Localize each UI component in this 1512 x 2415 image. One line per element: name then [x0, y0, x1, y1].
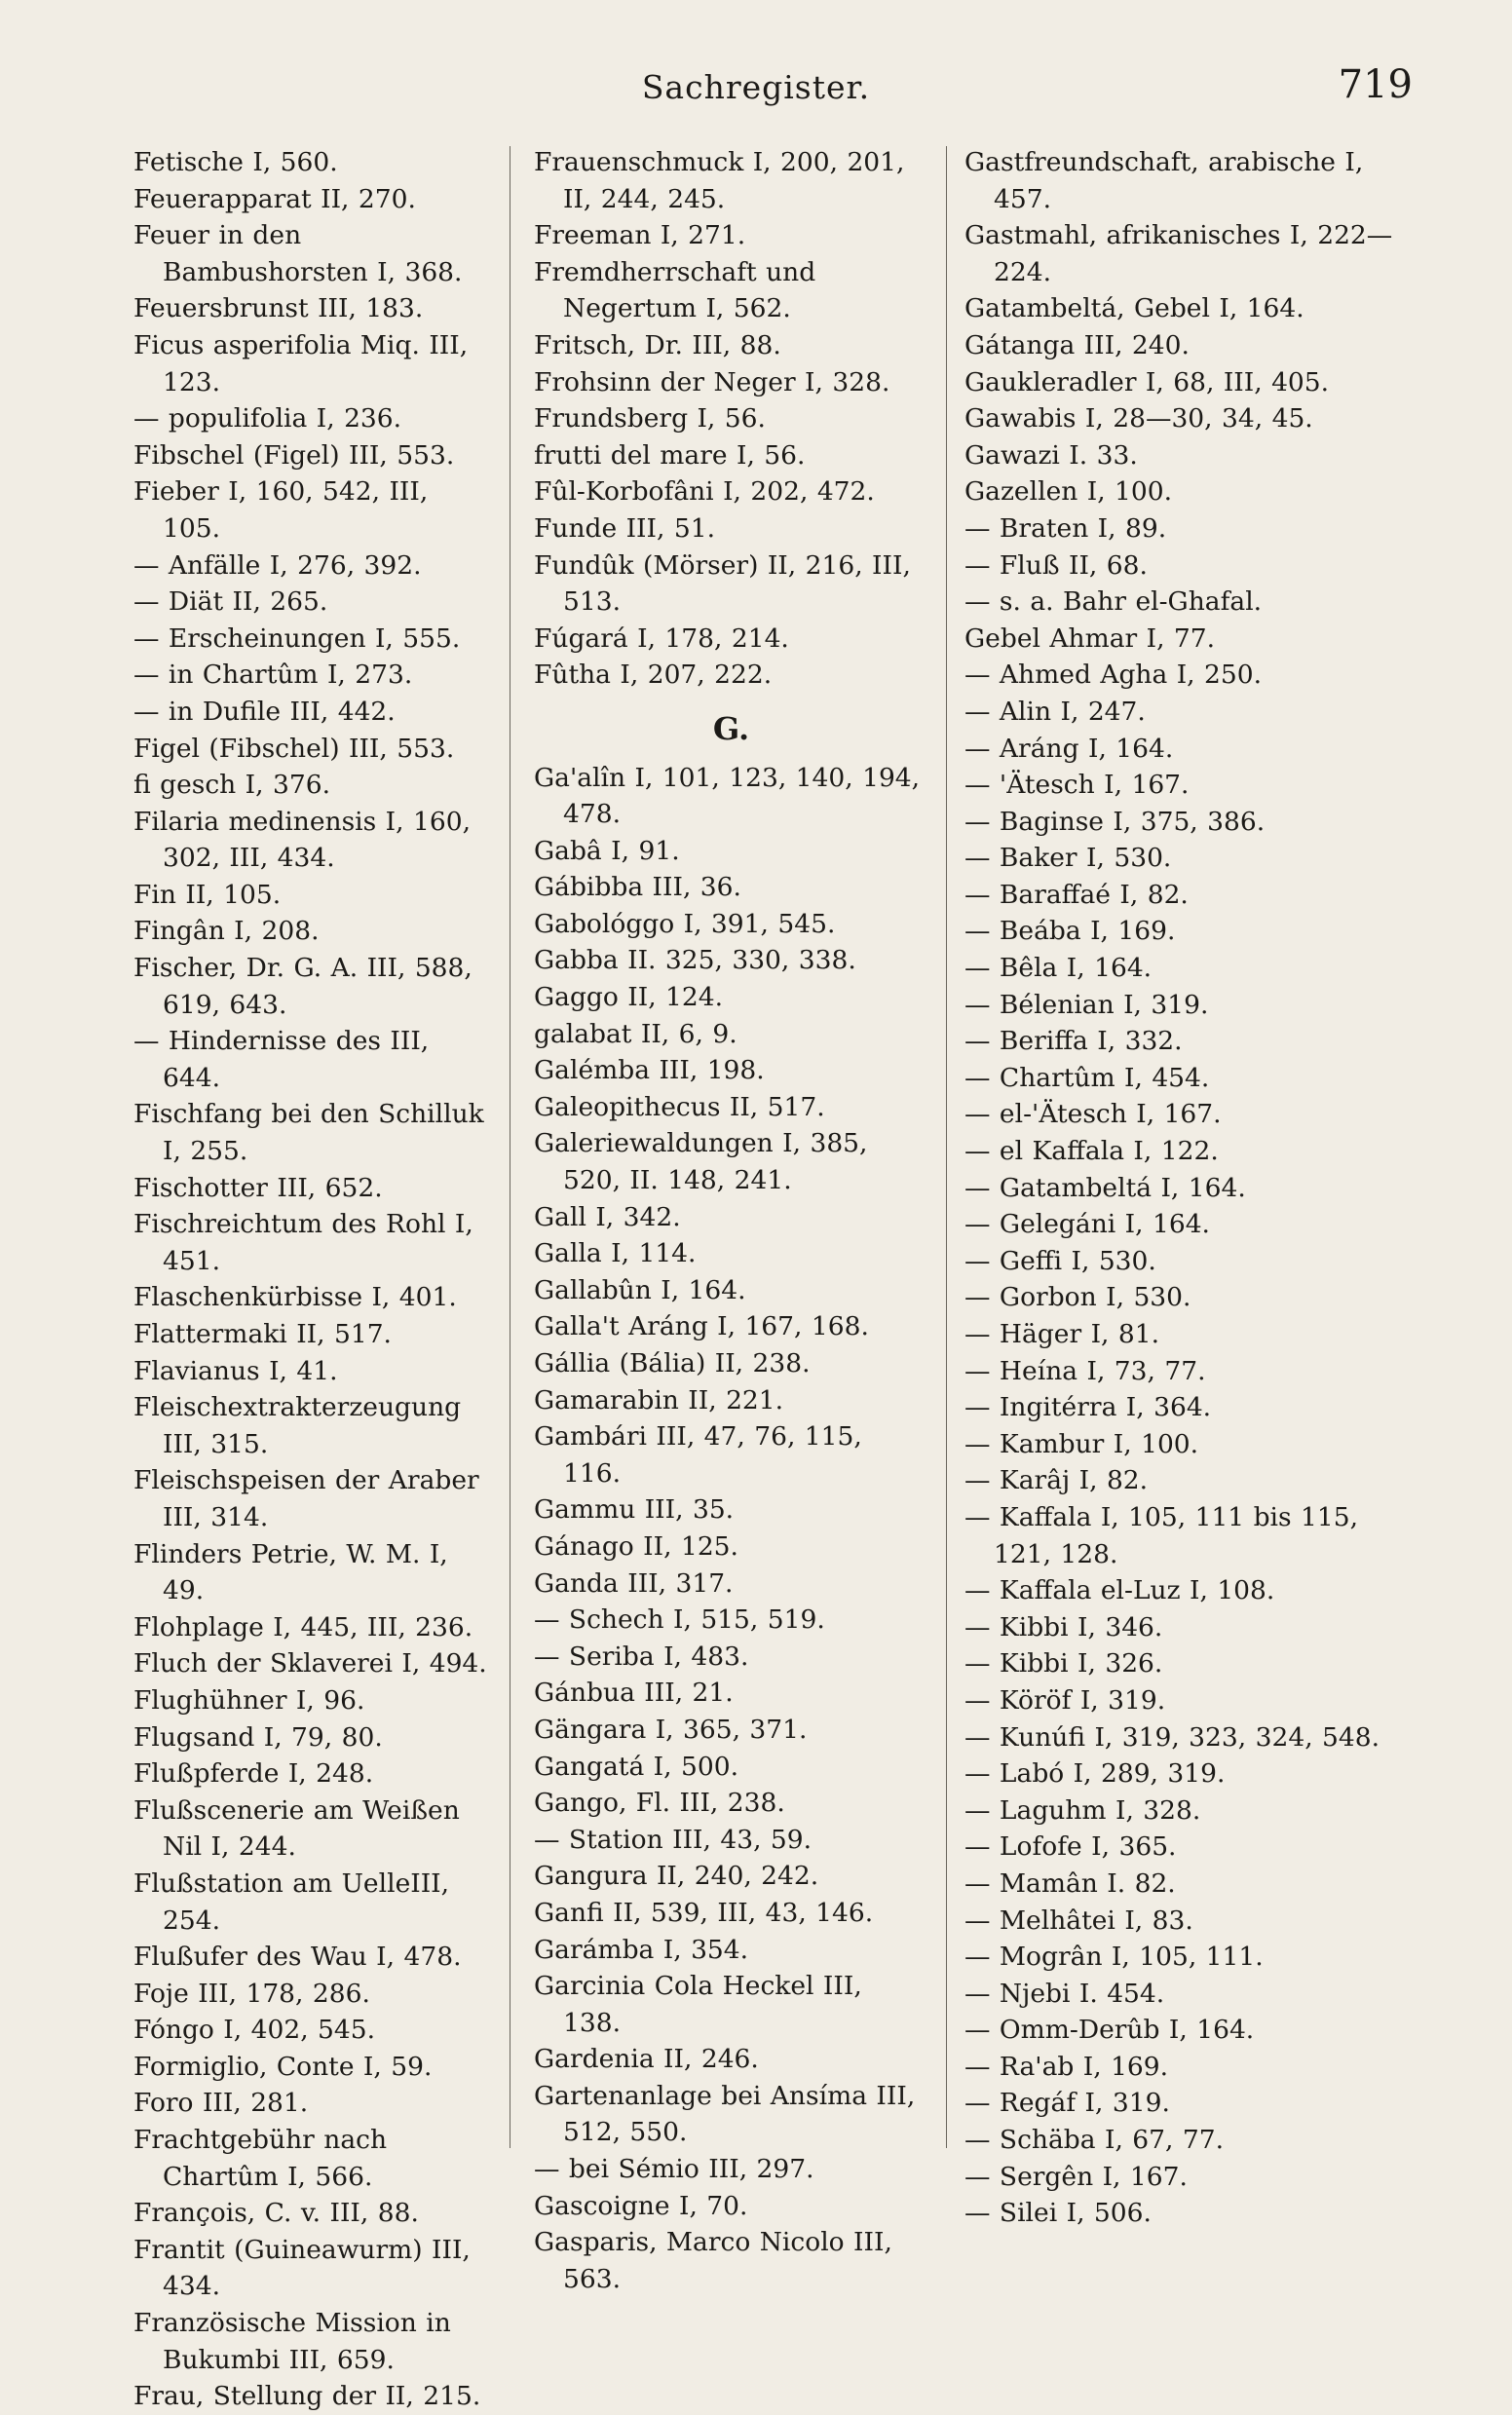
index-entry: Fingân I, 208. — [133, 916, 320, 947]
index-entry: Flughühner I, 96. — [133, 1684, 365, 1716]
index-entry: — Silei I, 506. — [964, 2198, 1152, 2229]
index-entry: Freeman I, 271. — [534, 220, 746, 251]
page-header — [0, 60, 1512, 119]
index-entry: Gatambeltá, Gebel I, 164. — [964, 293, 1304, 324]
index-entry: — Baker I, 530. — [964, 843, 1172, 874]
index-entry: Fóngo I, 402, 545. — [133, 2015, 376, 2046]
index-entry: Flinders Petrie, W. M. I, 49. — [133, 1538, 448, 1606]
index-entry: Gánago II, 125. — [534, 1530, 738, 1562]
index-entry: Fluch der Sklaverei I, 494. — [133, 1648, 487, 1679]
index-entry: Flaschenkürbisse I, 401. — [133, 1282, 457, 1313]
index-entry: Ganfi II, 539, III, 43, 146. — [534, 1897, 874, 1928]
index-entry: Ficus asperifolia Miq. III, 123. — [133, 329, 469, 397]
index-entry: — Anfälle I, 276, 392. — [133, 549, 422, 581]
index-entry: — Alin I, 247. — [964, 696, 1146, 727]
index-entry: — Laguhm I, 328. — [964, 1794, 1201, 1826]
index-entry: Foro III, 281. — [133, 2088, 309, 2119]
index-entry: — Ahmed Agha I, 250. — [964, 660, 1263, 691]
index-entry: Frohsinn der Neger I, 328. — [534, 366, 890, 397]
index-entry: Gardenia II, 246. — [534, 2044, 759, 2075]
index-entry: — el Kaffala I, 122. — [964, 1136, 1219, 1167]
index-entry: Flußufer des Wau I, 478. — [133, 1942, 462, 1973]
index-entry: Gasparis, Marco Nicolo III, 563. — [534, 2227, 892, 2294]
index-column-3 — [964, 144, 1403, 2232]
index-entry: — Gelegáni I, 164. — [964, 1209, 1210, 1240]
index-entry: Fischer, Dr. G. A. III, 588, 619, 643. — [133, 953, 472, 1020]
index-entry: — Melhâtei I, 83. — [964, 1905, 1193, 1936]
index-entry: — Beriffa I, 332. — [964, 1026, 1183, 1057]
index-entry: — Geffi I, 530. — [964, 1245, 1156, 1276]
index-entry: Frundsberg I, 56. — [534, 403, 766, 434]
index-entry: — bei Sémio III, 297. — [534, 2154, 814, 2185]
index-entry: Gammu III, 35. — [534, 1494, 735, 1526]
index-entry: — Labó I, 289, 319. — [964, 1758, 1226, 1790]
index-entry: Frauenschmuck I, 200, 201, II, 244, 245. — [534, 147, 905, 214]
index-entry: — Erscheinungen I, 555. — [133, 623, 461, 654]
index-entry: Gebel Ahmar I, 77. — [964, 623, 1216, 654]
index-entry: — Lofofe I, 365. — [964, 1831, 1177, 1863]
index-entry: — Mogrân I, 105, 111. — [964, 1942, 1264, 1973]
index-entry: — Chartûm I, 454. — [964, 1062, 1210, 1093]
index-entry: — Aráng I, 164. — [964, 733, 1174, 764]
index-entry: Gátanga III, 240. — [964, 329, 1190, 360]
index-entry: — populifolia I, 236. — [133, 403, 402, 434]
index-entry: — Regáf I, 319. — [964, 2088, 1170, 2119]
index-entry: Französische Mission in Bukumbi III, 659. — [133, 2308, 451, 2375]
index-entry: Formiglio, Conte I, 59. — [133, 2051, 433, 2082]
index-entry: Funde III, 51. — [534, 512, 715, 544]
index-entry: Fúgará I, 178, 214. — [534, 623, 789, 654]
index-entry: Gängara I, 365, 371. — [534, 1714, 808, 1745]
index-entry: — s. a. Bahr el-Ghafal. — [964, 586, 1263, 618]
index-entry: Fischfang bei den Schilluk I, 255. — [133, 1099, 484, 1167]
index-entry: Gartenanlage bei Ansíma III, 512, 550. — [534, 2080, 916, 2148]
index-entry: — Schech I, 515, 519. — [534, 1604, 825, 1636]
index-entry: Galla I, 114. — [534, 1238, 697, 1269]
index-entry: Figel (Fibschel) III, 553. — [133, 733, 455, 764]
index-entry: Flavianus I, 41. — [133, 1355, 338, 1386]
index-entry: Flußstation am UelleIII, 254. — [133, 1868, 450, 1936]
index-entry: frutti del mare I, 56. — [534, 439, 806, 471]
index-entry: Frau, Stellung der II, 215. — [133, 2381, 481, 2412]
index-entry: Fûl-Korbofâni I, 202, 472. — [534, 476, 875, 508]
index-entry: — Gorbon I, 530. — [964, 1282, 1191, 1313]
index-entry: — in Dufile III, 442. — [133, 696, 396, 727]
index-entry: Fischotter III, 652. — [133, 1172, 383, 1203]
index-column-1 — [133, 144, 489, 2415]
index-entry: — Bélenian I, 319. — [964, 989, 1209, 1020]
index-entry: Gall I, 342. — [534, 1201, 681, 1232]
index-entry: — Heína I, 73, 77. — [964, 1355, 1206, 1386]
index-entry: Fleischspeisen der Araber III, 314. — [133, 1465, 479, 1532]
index-entry: — Ra'ab I, 169. — [964, 2051, 1169, 2082]
index-entry: Ga'alîn I, 101, 123, 140, 194, 478. — [534, 762, 921, 830]
index-entry: Fûtha I, 207, 222. — [534, 660, 773, 691]
index-entry: — in Chartûm I, 273. — [133, 660, 413, 691]
index-entry: — Station III, 43, 59. — [534, 1824, 813, 1855]
index-entry: — Schäba I, 67, 77. — [964, 2125, 1224, 2156]
index-entry: — Kibbi I, 346. — [964, 1611, 1163, 1642]
index-entry: Galémba III, 198. — [534, 1055, 765, 1086]
index-entry: — Hindernisse des III, 644. — [133, 1026, 430, 1093]
index-entry: Foje III, 178, 286. — [133, 1978, 370, 2009]
index-entry: Fremdherrschaft und Negertum I, 562. — [534, 256, 816, 324]
index-entry: Gawazi I. 33. — [964, 439, 1138, 471]
index-entry: — Kaffala I, 105, 111 bis 115, 121, 128. — [964, 1501, 1359, 1569]
index-entry: Fin II, 105. — [133, 879, 282, 910]
index-entry: — Köröf I, 319. — [964, 1684, 1166, 1716]
index-entry: Gangura II, 240, 242. — [534, 1861, 819, 1892]
index-entry: — Kaffala el-Luz I, 108. — [964, 1575, 1275, 1606]
index-entry: Gastfreundschaft, arabische I, 457. — [964, 147, 1364, 214]
index-entry: Gabâ I, 91. — [534, 835, 680, 866]
index-entry: Gaggo II, 124. — [534, 982, 724, 1013]
index-entry: — Beába I, 169. — [964, 916, 1176, 947]
index-entry: Gambári III, 47, 76, 115, 116. — [534, 1421, 862, 1489]
index-entry: Gango, Fl. III, 238. — [534, 1788, 785, 1819]
index-entry: galabat II, 6, 9. — [534, 1018, 737, 1049]
index-entry: François, C. v. III, 88. — [133, 2198, 419, 2229]
index-entry: Fleischextrakterzeugung III, 315. — [133, 1392, 462, 1459]
index-entry: Gawabis I, 28—30, 34, 45. — [964, 403, 1313, 434]
index-entry: Garámba I, 354. — [534, 1934, 749, 1965]
index-entry: — Seriba I, 483. — [534, 1641, 749, 1672]
index-entry: Gábibba III, 36. — [534, 872, 741, 903]
index-entry: Galeriewaldungen I, 385, 520, II. 148, 241. — [534, 1128, 868, 1196]
column-divider — [946, 146, 947, 2148]
index-entry: — Häger I, 81. — [964, 1319, 1160, 1349]
index-entry: Ganda III, 317. — [534, 1567, 734, 1599]
index-entry: Flugsand I, 79, 80. — [133, 1721, 383, 1753]
index-entry: Flohplage I, 445, III, 236. — [133, 1611, 473, 1642]
index-entry: Gállia (Bália) II, 238. — [534, 1348, 811, 1378]
section-letter: G. — [712, 709, 750, 747]
index-entry: Feuer in den Bambushorsten I, 368. — [133, 220, 463, 287]
index-column-2 — [534, 144, 928, 2297]
index-entry: Fieber I, 160, 542, III, 105. — [133, 476, 429, 544]
index-entry: Gastmahl, afrikanisches I, 222—224. — [964, 220, 1393, 287]
index-entry: Gallabûn I, 164. — [534, 1274, 746, 1305]
index-entry: fi gesch I, 376. — [133, 770, 330, 801]
index-entry: Gaukleradler I, 68, III, 405. — [964, 366, 1330, 397]
index-entry: Garcinia Cola Heckel III, 138. — [534, 1971, 862, 2038]
index-entry: Galla't Aráng I, 167, 168. — [534, 1311, 869, 1342]
index-entry: — Ingitérra I, 364. — [964, 1392, 1212, 1423]
running-head: Sachregister. — [641, 68, 871, 106]
index-entry: Feuerapparat II, 270. — [133, 183, 416, 214]
index-entry: Gánbua III, 21. — [534, 1678, 734, 1709]
index-entry: Frachtgebühr nach Chartûm I, 566. — [133, 2125, 388, 2192]
index-entry: Flußpferde I, 248. — [133, 1758, 374, 1790]
index-entry: — Kunúfi I, 319, 323, 324, 548. — [964, 1721, 1380, 1753]
index-entry: — Mamân I. 82. — [964, 1868, 1176, 1899]
index-entry: — el-'Ätesch I, 167. — [964, 1099, 1222, 1130]
index-entry: — Baginse I, 375, 386. — [964, 806, 1266, 837]
index-entry: — Njebi I. 454. — [964, 1978, 1165, 2009]
index-entry: — Omm-Derûb I, 164. — [964, 2015, 1255, 2046]
index-entry: — 'Ätesch I, 167. — [964, 770, 1190, 801]
index-entry: Galeopithecus II, 517. — [534, 1091, 825, 1122]
index-entry: Fischreichtum des Rohl I, 451. — [133, 1209, 473, 1276]
index-entry: Gamarabin II, 221. — [534, 1384, 784, 1415]
index-entry: — Fluß II, 68. — [964, 549, 1148, 581]
index-entry: Gangatá I, 500. — [534, 1751, 738, 1782]
index-entry: Gazellen I, 100. — [964, 476, 1173, 508]
index-entry: — Diät II, 265. — [133, 586, 328, 618]
index-entry: Feuersbrunst III, 183. — [133, 293, 424, 324]
index-entry: Flußscenerie am Weißen Nil I, 244. — [133, 1794, 460, 1863]
index-entry: — Braten I, 89. — [964, 512, 1167, 544]
index-entry: Fritsch, Dr. III, 88. — [534, 329, 781, 360]
index-entry: Gabba II. 325, 330, 338. — [534, 945, 856, 976]
index-entry: — Kambur I, 100. — [964, 1428, 1199, 1459]
index-entry: — Karâj I, 82. — [964, 1465, 1149, 1496]
index-entry: Gabológgo I, 391, 545. — [534, 908, 836, 939]
index-entry: Fundûk (Mörser) II, 216, III, 513. — [534, 549, 911, 618]
index-entry: — Bêla I, 164. — [964, 953, 1153, 984]
index-entry: Gascoigne I, 70. — [534, 2190, 748, 2221]
index-entry: — Gatambeltá I, 164. — [964, 1172, 1246, 1203]
page-number: 719 — [1338, 62, 1413, 107]
index-entry: — Baraffaé I, 82. — [964, 879, 1189, 910]
index-entry: Fetische I, 560. — [133, 147, 338, 177]
index-entry: Filaria medinensis I, 160, 302, III, 434. — [133, 806, 471, 874]
index-entry: Fibschel (Figel) III, 553. — [133, 439, 455, 471]
index-entry: Frantit (Guineawurm) III, 434. — [133, 2234, 471, 2302]
index-entry: Flattermaki II, 517. — [133, 1319, 392, 1349]
index-entry: — Sergên I, 167. — [964, 2161, 1188, 2192]
index-entry: — Kibbi I, 326. — [964, 1648, 1163, 1679]
